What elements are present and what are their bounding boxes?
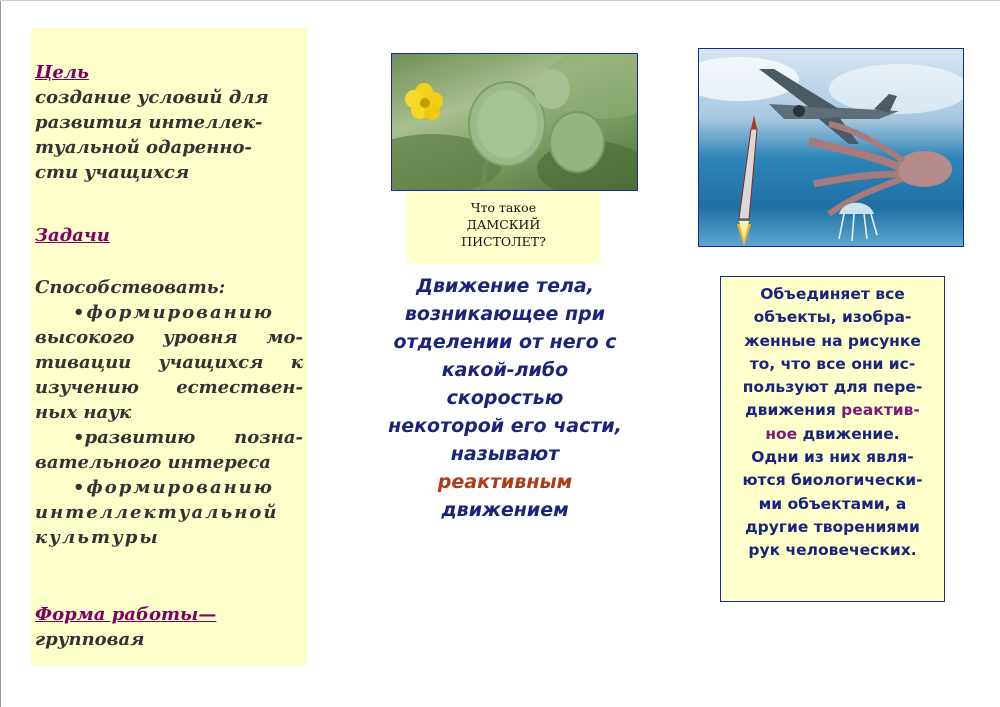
info-line: пользуют для пере-	[742, 378, 923, 397]
bullet-line: вательного интереса	[35, 452, 271, 473]
info-line: Объединяет все	[760, 285, 905, 303]
jet-rocket-octopus-illustration	[699, 49, 963, 246]
goal-heading: Цель	[35, 62, 89, 83]
info-line: другие творениями	[745, 517, 920, 536]
caption-line: ДАМСКИЙ	[466, 217, 541, 232]
definition-line: отделении от него с	[393, 331, 617, 353]
info-line: объекты, изобра-	[753, 308, 912, 327]
goal-line: создание условий для	[35, 87, 269, 108]
goal-line: сти учащихся	[35, 162, 190, 183]
definition-line: называют	[450, 443, 560, 465]
bullet-line: изучению естествен-	[35, 377, 303, 398]
page-left-edge	[0, 0, 1, 707]
tasks-heading: Задачи	[35, 225, 110, 246]
info-line-text: движения	[745, 401, 842, 420]
bullet-line: интеллектуальной	[35, 502, 279, 523]
plant-photo	[391, 53, 638, 191]
info-line: то, что все они ис-	[749, 354, 916, 373]
info-line-text: движение.	[797, 424, 900, 443]
definition-term: реактивным	[437, 471, 573, 493]
definition-line: скоростью	[446, 387, 564, 409]
form-heading: Форма работы—	[35, 604, 217, 625]
info-accent-term: реактив-	[841, 401, 920, 420]
info-line	[725, 423, 940, 446]
info-box	[720, 276, 945, 602]
bullet-line: культуры	[35, 527, 160, 548]
goal-line: развития интеллек-	[35, 112, 263, 133]
info-line: женные на рисунке	[744, 331, 921, 350]
info-line	[725, 399, 940, 422]
caption-box	[407, 192, 600, 264]
jellyfish-icon	[839, 203, 877, 241]
info-accent-term: ное	[765, 424, 798, 443]
definition-line: какой-либо	[441, 359, 569, 381]
rocket-icon	[737, 115, 757, 246]
form-value: групповая	[35, 629, 145, 650]
goal-line: туальной одаренно-	[35, 137, 252, 158]
definition-line: движением	[441, 499, 569, 521]
bullet-line: тивации учащихся к	[35, 352, 303, 373]
definition-line: некоторой его части,	[388, 415, 622, 437]
info-line: ются биологически-	[742, 471, 923, 490]
reactive-motion-collage	[698, 48, 964, 247]
bullet-line: высокого уровня мо-	[35, 327, 303, 348]
definition-text	[360, 272, 650, 524]
info-line: рук человеческих.	[748, 541, 917, 560]
yellow-flower-icon	[405, 83, 443, 120]
info-line: Одни из них явля-	[751, 448, 914, 467]
squirting-cucumber-illustration	[392, 54, 637, 190]
goals-text	[35, 60, 303, 652]
definition-line: Движение тела,	[416, 275, 594, 297]
caption-line: ПИСТОЛЕТ?	[461, 234, 546, 249]
promote-label: Способствовать:	[35, 277, 226, 298]
octopus-icon	[809, 124, 952, 214]
definition-line: возникающее при	[404, 303, 606, 325]
page-top-edge	[0, 0, 1000, 1]
bullet-line: •формированию	[73, 302, 274, 323]
caption-line: Что такое	[470, 200, 537, 215]
bullet-line: •формированию	[73, 477, 274, 498]
bullet-line: •развитию позна-	[73, 427, 303, 448]
bullet-line: ных наук	[35, 402, 132, 423]
goals-panel	[31, 28, 307, 666]
info-line: ми объектами, а	[758, 494, 907, 513]
